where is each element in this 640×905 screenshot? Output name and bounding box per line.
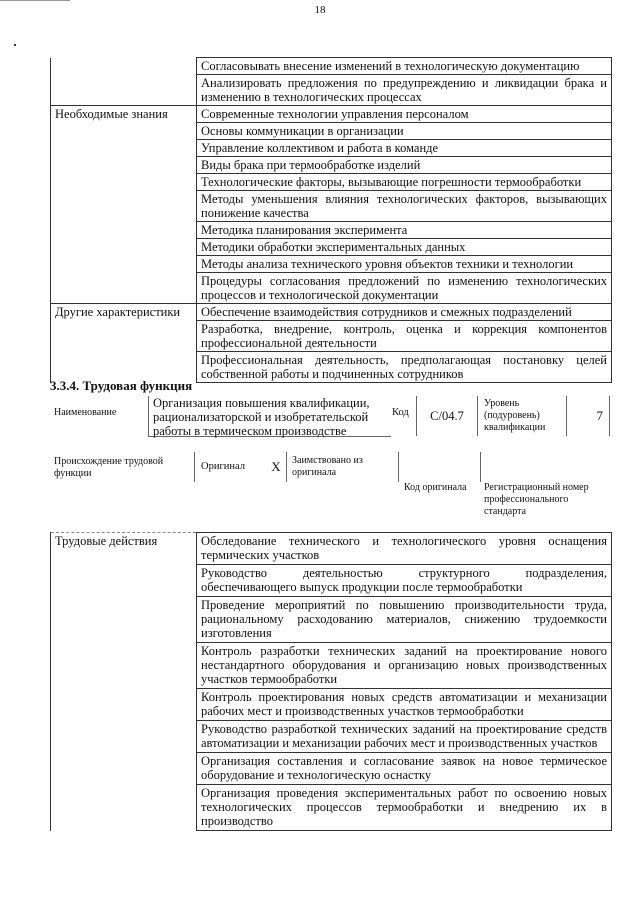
row-text: Методы анализа технического уровня объектов техники и технологии — [197, 256, 612, 273]
table-row — [51, 174, 612, 191]
table-row — [51, 304, 612, 321]
row-label — [51, 140, 197, 157]
table-row — [51, 239, 612, 256]
original-code-label: Код оригинала — [404, 482, 467, 493]
action-item: Контроль разработки технических заданий на проектирование нового нестандартного оборудования и организацию новых производственных участков термообработки — [197, 643, 612, 689]
code-label: Код — [392, 407, 409, 418]
row-text: Виды брака при термообработке изделий — [197, 157, 612, 174]
row-label — [51, 58, 197, 75]
corner-scan-mark — [0, 0, 70, 3]
original-label: Оригинал — [194, 452, 258, 482]
table-row — [51, 140, 612, 157]
origin-code-box — [398, 452, 611, 482]
action-item: Руководство разработкой технических заданий на проектирование средств автоматизации и механизации рабочих мест и производственных участков — [197, 721, 612, 753]
table-row — [51, 157, 612, 174]
origin-divider — [480, 452, 481, 482]
row-text: Анализировать предложения по предупреждению и ликвидации брака и изменению в технологических процессах — [197, 75, 612, 106]
table-row — [51, 58, 612, 75]
table-row — [51, 321, 612, 352]
borrowed-label: Заимствовано из оригинала — [292, 455, 363, 478]
row-text: Согласовывать внесение изменений в технологическую документацию — [197, 58, 612, 75]
row-text: Методики обработки экспериментальных данных — [197, 239, 612, 256]
reg-number-label: Регистрационный номер профессионального стандарта — [484, 482, 589, 517]
requirements-table — [50, 57, 612, 383]
row-label — [51, 191, 197, 222]
row-label — [51, 256, 197, 273]
section-heading: 3.3.4. Трудовая функция — [50, 378, 193, 393]
row-label-knowledge: Необходимые знания — [51, 106, 197, 123]
page-number: 18 — [314, 4, 326, 16]
action-item: Контроль проектирования новых средств автоматизации и механизации рабочих мест и производственных участков термообработки — [197, 689, 612, 721]
scan-dot — [14, 44, 16, 46]
original-mark: X — [266, 452, 287, 482]
row-text: Управление коллективом и работа в команде — [197, 140, 612, 157]
table-row — [51, 533, 612, 565]
table-row — [51, 106, 612, 123]
name-label: Наименование — [54, 407, 117, 418]
action-item: Обследование технического и технологического уровня оснащения термических участков — [197, 533, 612, 565]
row-text: Процедуры согласования предложений по изменению технологических процессов и технологической документации — [197, 273, 612, 304]
function-name: Организация повышения квалификации, рационализаторской и изобретательской работы в термическом производстве — [148, 396, 391, 437]
row-text: Основы коммуникации в организации — [197, 123, 612, 140]
row-label-other: Другие характеристики — [51, 304, 197, 321]
table-row — [51, 191, 612, 222]
origin-label: Происхождение трудовой функции — [54, 456, 164, 479]
row-text: Разработка, внедрение, контроль, оценка и коррекция компонентов профессиональной деятельности — [197, 321, 612, 352]
row-label — [51, 123, 197, 140]
action-item: Проведение мероприятий по повышению производительности труда, рациональному расходованию материалов, снижению трудоемкости изготовления — [197, 597, 612, 643]
row-text: Профессиональная деятельность, предполагающая постановку целей собственной работы и подчиненных сотрудников — [197, 352, 612, 383]
actions-table — [50, 532, 612, 831]
row-label — [51, 222, 197, 239]
table-row — [51, 75, 612, 106]
row-text: Современные технологии управления персоналом — [197, 106, 612, 123]
actions-label: Трудовые действия — [51, 533, 197, 831]
row-label — [51, 75, 197, 106]
action-item: Организация проведения экспериментальных работ по освоению новых технологических процессов термообработки и внедрению их в производство — [197, 785, 612, 831]
table-row — [51, 256, 612, 273]
row-text: Технологические факторы, вызывающие погрешности термообработки — [197, 174, 612, 191]
table-row — [51, 273, 612, 304]
row-label — [51, 174, 197, 191]
action-item: Организация составления и согласование заявок на новое термическое оборудование и технологическую оснастку — [197, 753, 612, 785]
function-code: C/04.7 — [416, 396, 478, 436]
row-label — [51, 239, 197, 256]
row-text: Методика планирования эксперимента — [197, 222, 612, 239]
level-label: Уровень (подуровень) квалификации — [484, 398, 546, 433]
row-text: Обеспечение взаимодействия сотрудников и смежных подразделений — [197, 304, 612, 321]
qualification-level: 7 — [566, 396, 610, 436]
row-label — [51, 157, 197, 174]
row-text: Методы уменьшения влияния технологических факторов, вызывающих понижение качества — [197, 191, 612, 222]
action-item: Руководство деятельностью структурного подразделения, обеспечивающего выпуск продукции после термообработки — [197, 565, 612, 597]
table-row — [51, 222, 612, 239]
table-row — [51, 123, 612, 140]
row-label — [51, 273, 197, 304]
row-label — [51, 321, 197, 352]
